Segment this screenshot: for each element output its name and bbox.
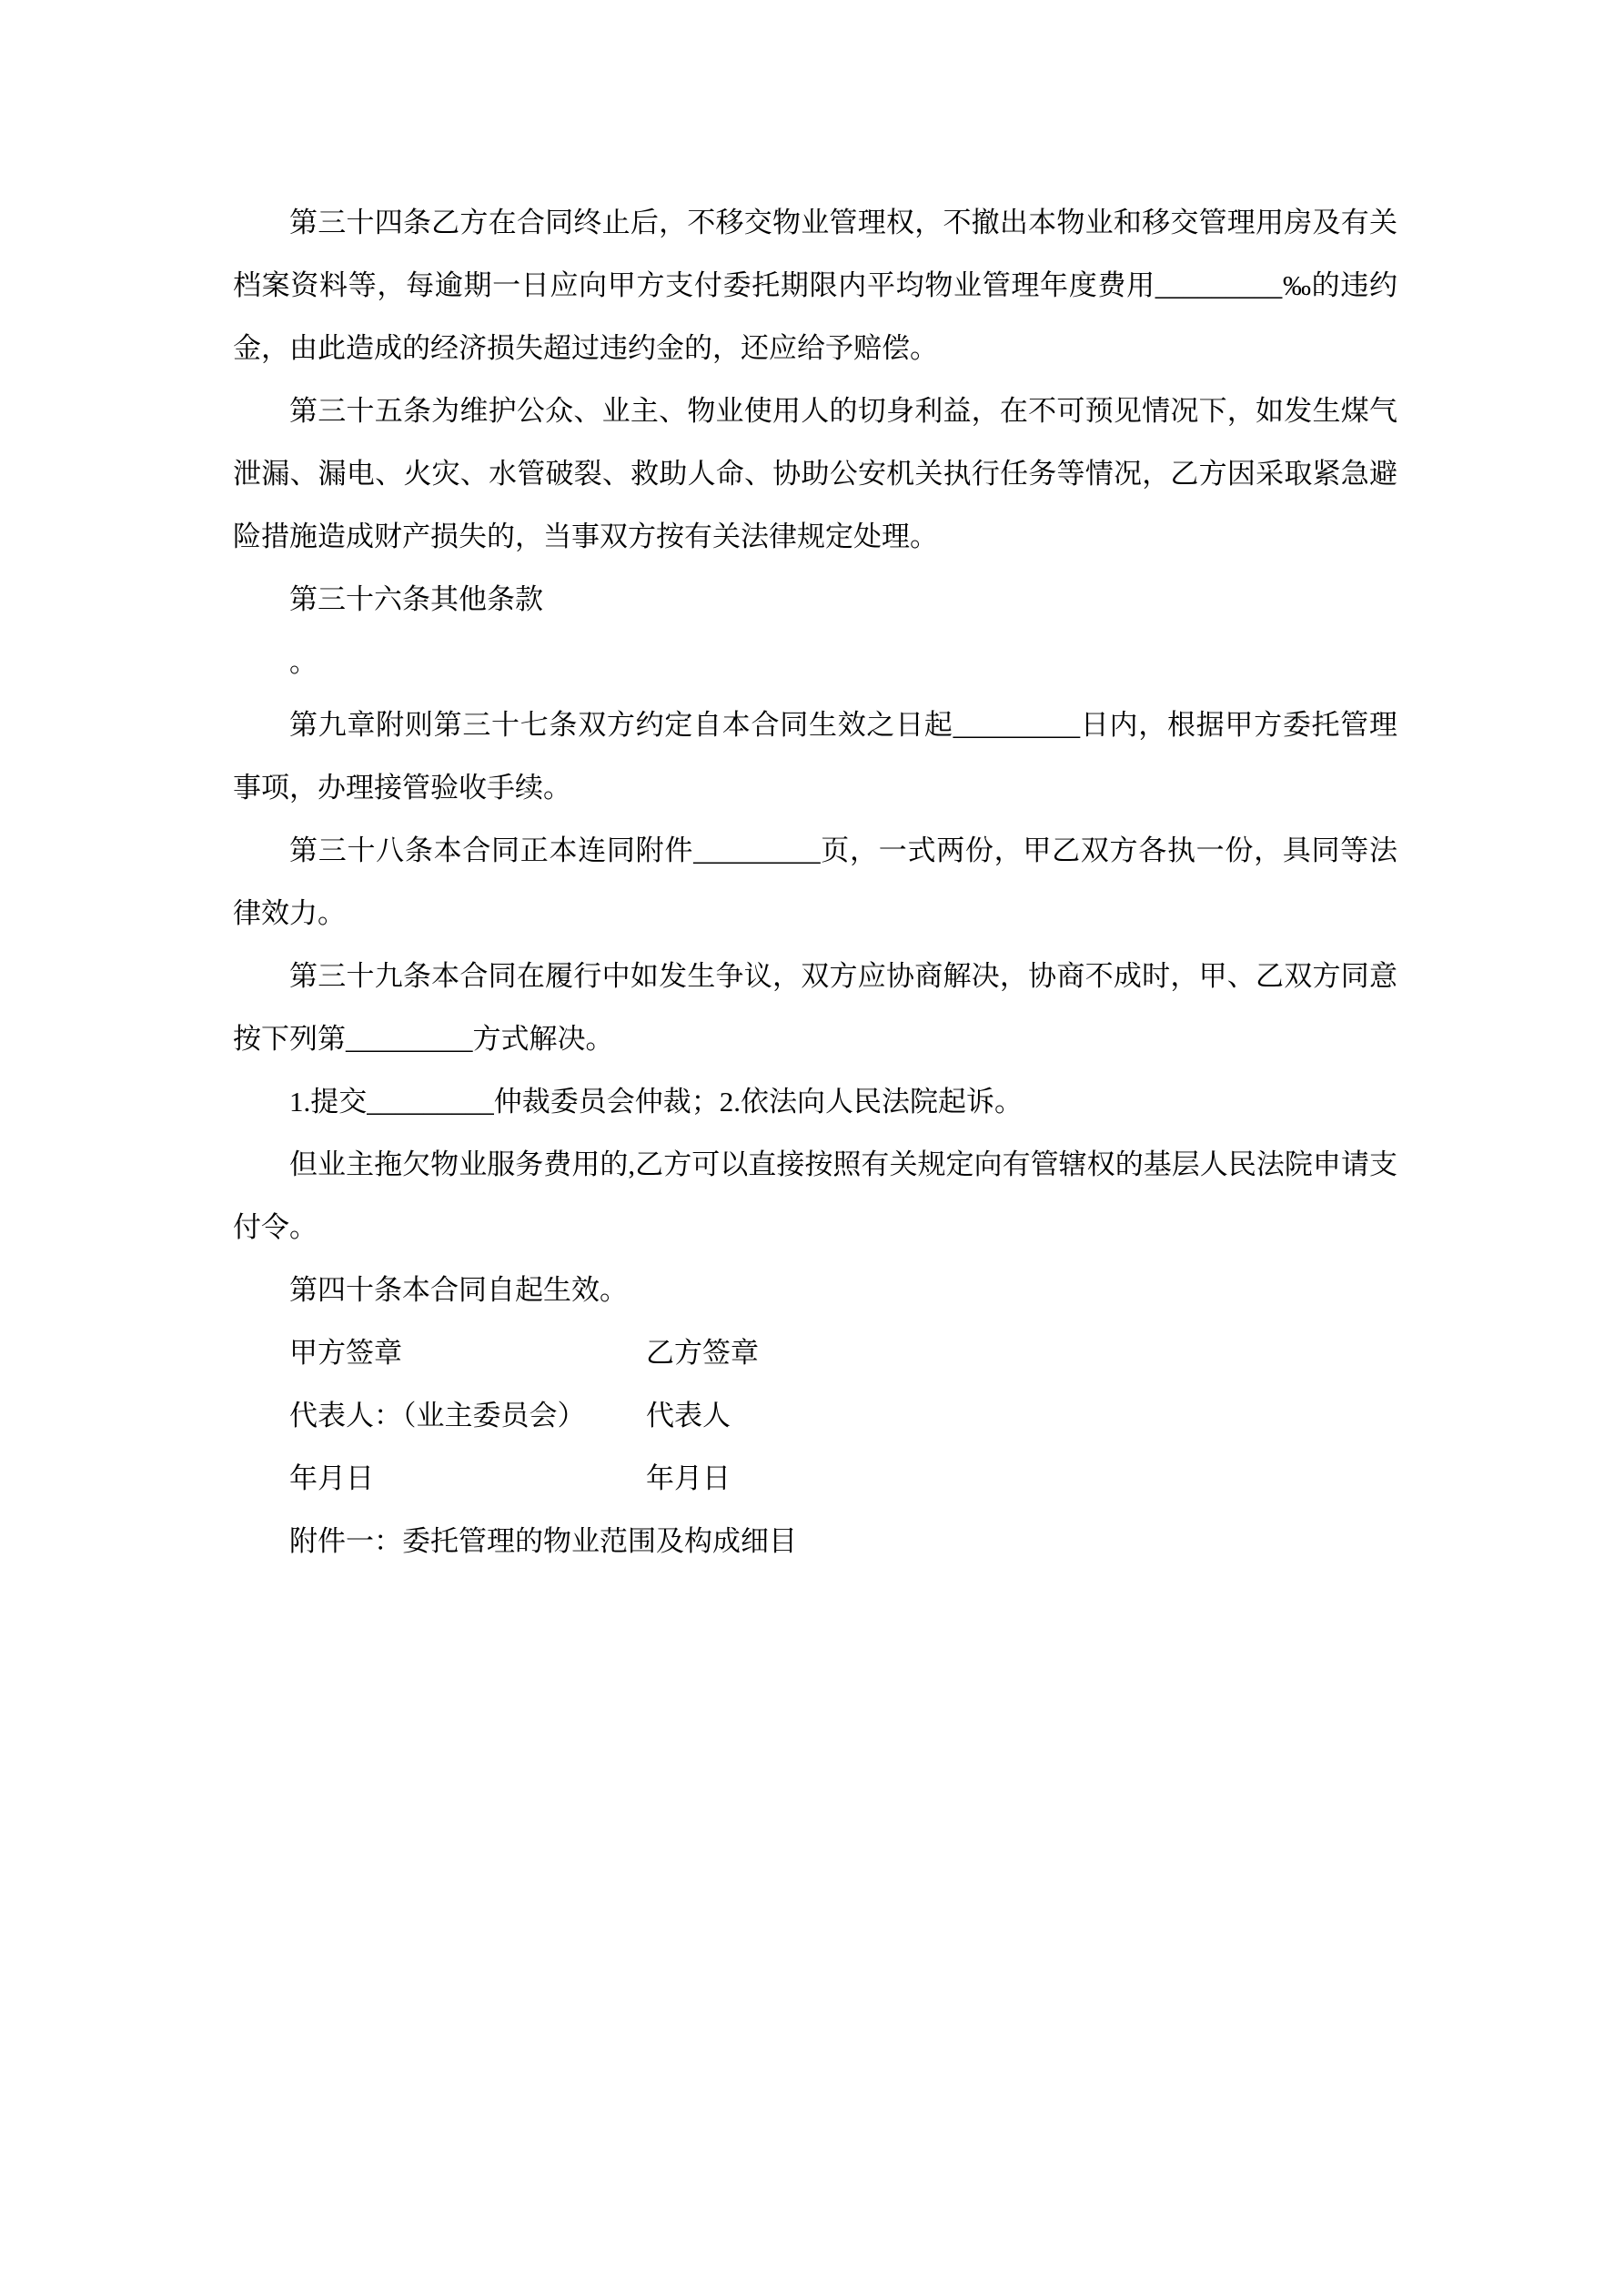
party-a-representative-label: 代表人：（业主委员会） [289, 1400, 586, 1431]
contract-paragraph: 第四十条本合同自起生效。 [289, 1274, 628, 1306]
party-a-signature-label: 甲方签章 [289, 1337, 402, 1369]
contract-paragraph: 第三十五条为维护公众、业主、物业使用人的切身利益，在不可预见情况下，如发生煤气泄漏、漏电、火灾、水管破裂、救助人命、协助公安机关执行任务等情况，乙方因采取紧急避险措施造成财产损失的，当事双方按有关法律规定处理。 [233, 395, 1397, 552]
contract-paragraph: 第三十八条本合同正本连同附件_________页，一式两份，甲乙双方各执一份，具同等法律效力。 [233, 834, 1397, 929]
contract-paragraph: 第三十四条乙方在合同终止后，不移交物业管理权，不撤出本物业和移交管理用房及有关档案资料等，每逾期一日应向甲方支付委托期限内平均物业管理年度费用_________‰的违约金，由此造成的经济损失超过违约金的，还应给予赔偿。 [233, 207, 1397, 364]
contract-paragraph: 第三十九条本合同在履行中如发生争议，双方应协商解决，协商不成时，甲、乙双方同意按下列第_________方式解决。 [233, 960, 1397, 1055]
party-a-date-label: 年月日 [289, 1462, 374, 1494]
contract-paragraph: 第三十六条其他条款 [289, 583, 543, 615]
contract-paragraph: 第九章附则第三十七条双方约定自本合同生效之日起_________日内，根据甲方委托管理事项，办理接管验收手续。 [233, 709, 1397, 804]
attachment-title: 附件一：委托管理的物业范围及构成细目 [289, 1525, 797, 1557]
party-b-date-label: 年月日 [646, 1462, 731, 1494]
party-b-signature-label: 乙方签章 [646, 1337, 759, 1369]
signature-row [233, 1321, 1397, 1384]
contract-paragraph: 。 [289, 646, 318, 678]
contract-paragraph: 但业主拖欠物业服务费用的,乙方可以直接按照有关规定向有管辖权的基层人民法院申请支付令。 [233, 1148, 1397, 1243]
document-content [233, 191, 1397, 1573]
contract-paragraph: 1.提交_________仲裁委员会仲裁；2.依法向人民法院起诉。 [289, 1086, 1023, 1118]
signature-row [233, 1384, 1397, 1447]
signature-row [233, 1447, 1397, 1510]
party-b-representative-label: 代表人 [646, 1400, 731, 1431]
